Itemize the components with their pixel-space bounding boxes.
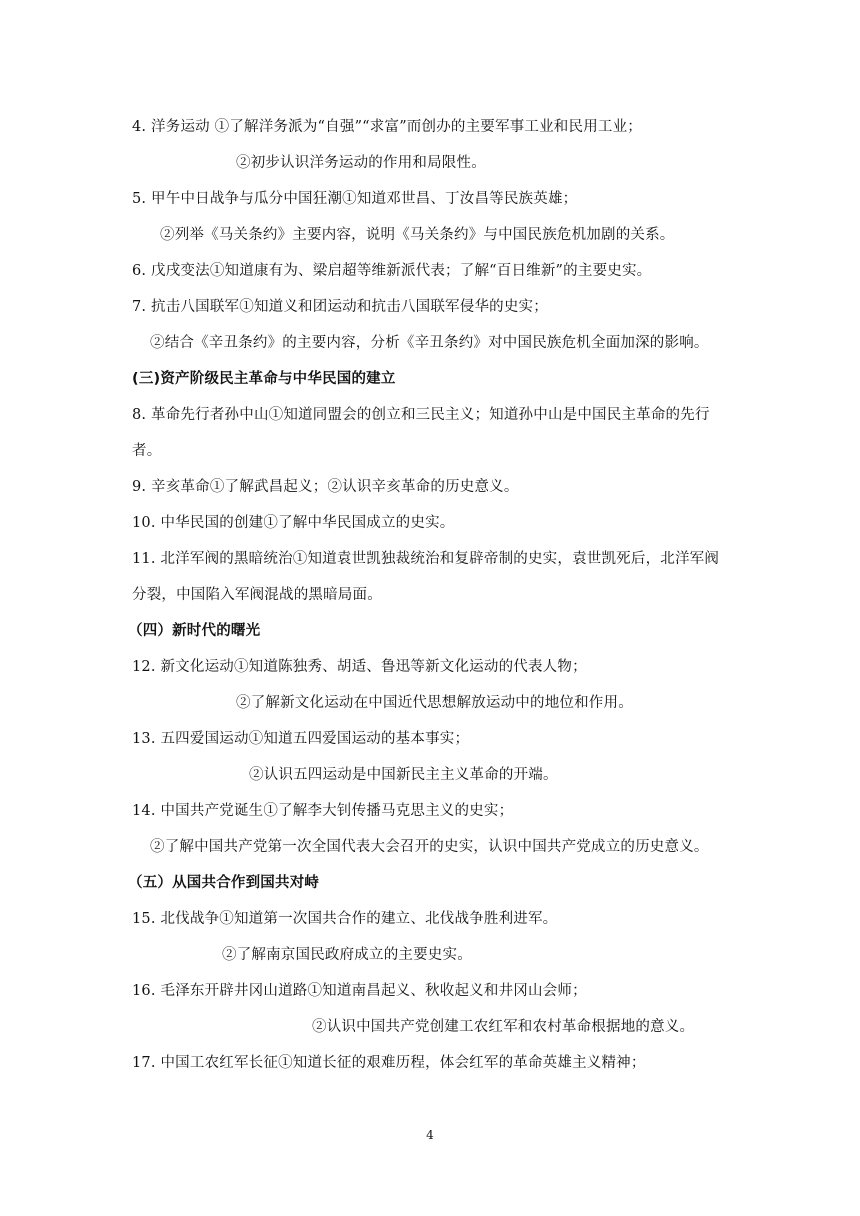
text-line: 15. 北伐战争①知道第一次国共合作的建立、北伐战争胜利进军。 [132, 911, 558, 927]
text-line: 6. 戊戌变法①知道康有为、梁启超等维新派代表；了解“百日维新”的主要史实。 [132, 263, 652, 279]
page-number: 4 [426, 1128, 434, 1142]
text-line: 17. 中国工农红军长征①知道长征的艰难历程，体会红军的革命英雄主义精神； [132, 1055, 646, 1071]
text-line: ②认识五四运动是中国新民主主义革命的开端。 [249, 767, 558, 783]
text-line: 分裂，中国陷入军阀混战的黑暗局面。 [132, 587, 382, 603]
text-line: 11. 北洋军阀的黑暗统治①知道袁世凯独裁统治和复辟帝制的史实，袁世凯死后，北洋军阀 [132, 551, 720, 567]
text-line: ②了解南京国民政府成立的主要史实。 [222, 947, 472, 963]
text-line: ②了解中国共产党第一次全国代表大会召开的史实，认识中国共产党成立的历史意义。 [150, 839, 709, 855]
text-line: 7. 抗击八国联军①知道义和团运动和抗击八国联军侵华的史实； [132, 299, 548, 315]
text-line: ②认识中国共产党创建工农红军和农村革命根据地的意义。 [312, 1019, 695, 1035]
text-line: ②初步认识洋务运动的作用和局限性。 [236, 155, 486, 171]
text-line: 14. 中国共产党诞生①了解李大钊传播马克思主义的史实； [132, 803, 514, 819]
text-line: ②结合《辛丑条约》的主要内容，分析《辛丑条约》对中国民族危机全面加深的影响。 [150, 335, 709, 351]
text-line: ②列举《马关条约》主要内容，说明《马关条约》与中国民族危机加剧的关系。 [160, 227, 675, 243]
text-line: 5. 甲午中日战争与瓜分中国狂潮①知道邓世昌、丁汝昌等民族英雄； [132, 191, 578, 207]
text-line: 4. 洋务运动 ①了解洋务派为“自强”“求富”而创办的主要军事工业和民用工业； [132, 119, 643, 135]
text-line: 10. 中华民国的创建①了解中华民国成立的史实。 [132, 515, 455, 531]
section-heading: （四）新时代的曙光 [128, 623, 261, 639]
text-line: 8. 革命先行者孙中山①知道同盟会的创立和三民主义；知道孙中山是中国民主革命的先行 [132, 407, 710, 423]
text-line: 9. 辛亥革命①了解武昌起义；②认识辛亥革命的历史意义。 [132, 479, 519, 495]
text-line: 12. 新文化运动①知道陈独秀、胡适、鲁迅等新文化运动的代表人物； [132, 659, 587, 675]
text-line: 13. 五四爱国运动①知道五四爱国运动的基本事实； [132, 731, 470, 747]
text-line: 者。 [132, 443, 162, 459]
text-line: ②了解新文化运动在中国近代思想解放运动中的地位和作用。 [236, 695, 633, 711]
text-line: 16. 毛泽东开辟井冈山道路①知道南昌起义、秋收起义和井冈山会师； [132, 983, 587, 999]
section-heading: (三)资产阶级民主革命与中华民国的建立 [132, 371, 396, 387]
section-heading: （五）从国共合作到国共对峙 [128, 875, 320, 891]
